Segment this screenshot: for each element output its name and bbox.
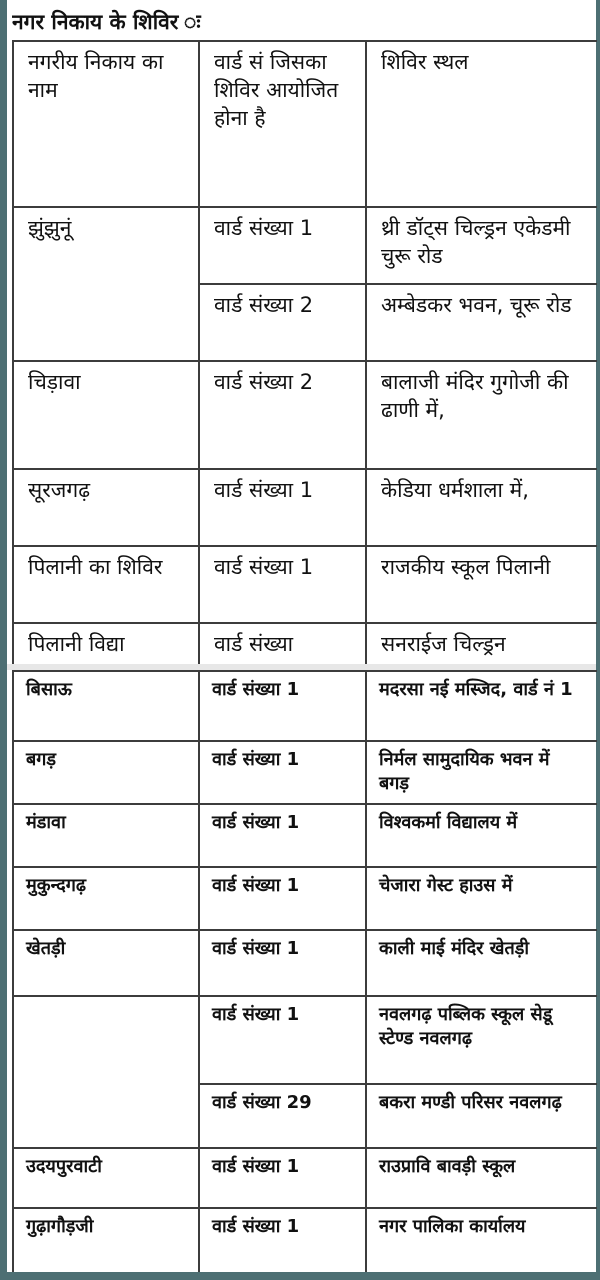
venue-cell: थ्री डॉट्स चिल्ड्रन एकेडमी चुरू रोड [366,207,597,284]
venue-cell: नवलगढ़ पब्लिक स्कूल सेडू स्टेण्ड नवलगढ़ [366,996,597,1084]
body-cell: झुंझुनूं [13,207,199,361]
venue-cell: बकरा मण्डी परिसर नवलगढ़ [366,1084,597,1148]
camp-table-top [12,40,597,665]
table-row [13,671,597,741]
camp-table-section-bottom [12,670,597,1280]
header-venue: शिविर स्थल [366,41,597,207]
table-row [13,623,597,665]
venue-cell: अम्बेडकर भवन, चूरू रोड [366,284,597,361]
body-cell [13,996,199,1148]
camp-table-section-top [12,40,597,665]
table-row [13,804,597,867]
table-row [13,1148,597,1208]
header-body-name: नगरीय निकाय का नाम [13,41,199,207]
ward-cell: वार्ड संख्या 1 [199,1208,366,1273]
ward-cell: वार्ड संख्या 1 [199,207,366,284]
table-row [13,1208,597,1273]
venue-cell: मदरसा नई मस्जिद, वार्ड नं 1 [366,671,597,741]
body-cell: मुकुन्दगढ़ [13,867,199,930]
table-row [13,930,597,996]
ward-cell: वार्ड संख्या 29 [199,1084,366,1148]
camp-table-bottom [12,670,597,1274]
body-cell: पिलानी का शिविर [13,546,199,623]
body-cell: बगड़ [13,741,199,804]
table-row [13,361,597,469]
table-header-row [13,41,597,207]
venue-cell: राजकीय स्कूल पिलानी [366,546,597,623]
body-cell: बिसाऊ [13,671,199,741]
venue-cell: काली माई मंदिर खेतड़ी [366,930,597,996]
ward-cell: वार्ड संख्या 1 [199,469,366,546]
venue-cell: निर्मल सामुदायिक भवन में बगड़ [366,741,597,804]
frame-left-border [0,0,7,1280]
table-row [13,996,597,1084]
body-cell: पिलानी विद्या [13,623,199,665]
venue-cell: बालाजी मंदिर गुगोजी की ढाणी में, [366,361,597,469]
table-row [13,207,597,284]
ward-cell: वार्ड संख्या 1 [199,1148,366,1208]
ward-cell: वार्ड संख्या [199,623,366,665]
ward-cell: वार्ड संख्या 1 [199,804,366,867]
body-cell: उदयपुरवाटी [13,1148,199,1208]
body-cell: गुढ़ागौड़जी [13,1208,199,1273]
venue-cell: सनराईज चिल्ड्रन [366,623,597,665]
venue-cell: केडिया धर्मशाला में, [366,469,597,546]
frame-bottom-border [0,1272,600,1280]
table-row [13,741,597,804]
body-cell: मंडावा [13,804,199,867]
ward-cell: वार्ड संख्या 1 [199,867,366,930]
venue-cell: विश्वकर्मा विद्यालय में [366,804,597,867]
body-cell: चिड़ावा [13,361,199,469]
ward-cell: वार्ड संख्या 1 [199,741,366,804]
venue-cell: राउप्रावि बावड़ी स्कूल [366,1148,597,1208]
table-row [13,867,597,930]
body-cell: सूरजगढ़ [13,469,199,546]
body-cell: खेतड़ी [13,930,199,996]
venue-cell: नगर पालिका कार्यालय [366,1208,597,1273]
venue-cell: चेजारा गेस्ट हाउस में [366,867,597,930]
ward-cell: वार्ड संख्या 1 [199,996,366,1084]
ward-cell: वार्ड संख्या 2 [199,284,366,361]
table-row [13,546,597,623]
header-ward: वार्ड सं जिसका शिविर आयोजित होना है [199,41,366,207]
page-title: नगर निकाय के शिविर ः [12,10,201,34]
ward-cell: वार्ड संख्या 1 [199,671,366,741]
ward-cell: वार्ड संख्या 1 [199,546,366,623]
table-row [13,469,597,546]
ward-cell: वार्ड संख्या 1 [199,930,366,996]
ward-cell: वार्ड संख्या 2 [199,361,366,469]
